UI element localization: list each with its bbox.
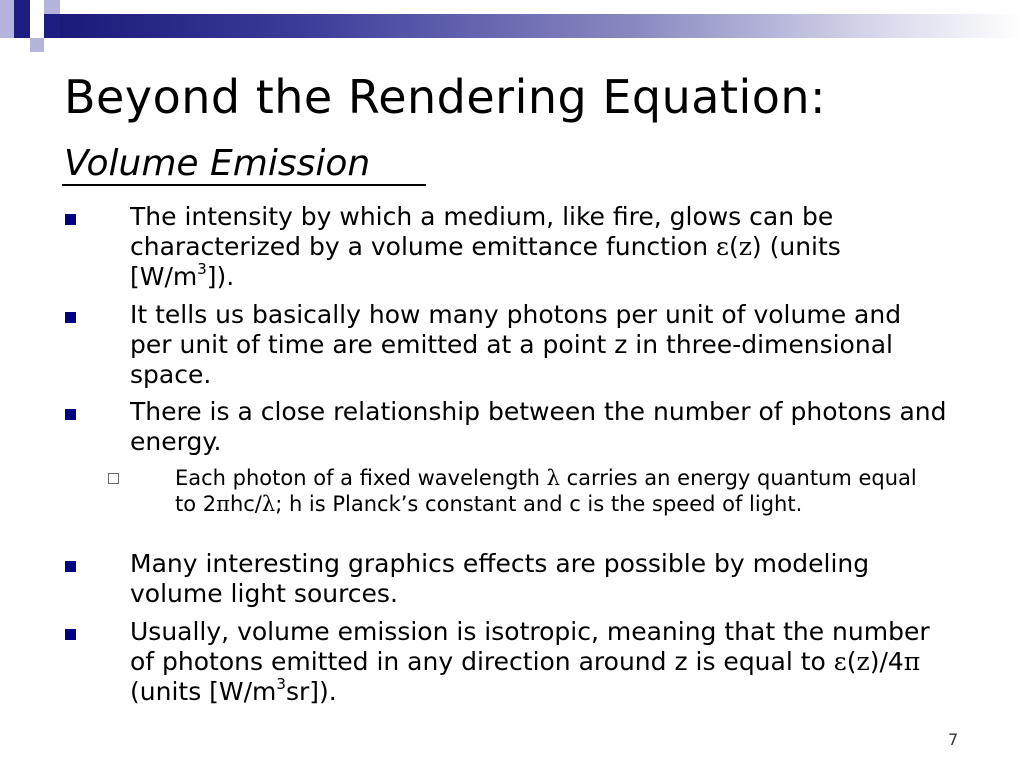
deco-square <box>30 14 44 38</box>
deco-square <box>14 0 30 14</box>
bullet-text: )/4 <box>869 647 904 676</box>
bullet-item <box>130 202 950 292</box>
pi-symbol: π <box>903 647 921 676</box>
bullet-marker-icon <box>65 629 76 640</box>
deco-square <box>44 14 60 38</box>
superscript: 3 <box>197 260 207 279</box>
deco-square <box>44 0 60 14</box>
bullet-text: The intensity by which a medium, like fire, glows can be characterized by a volume emittance function <box>130 202 834 261</box>
bullet-item: It tells us basically how many photons per unit of volume and per unit of time are emitted at a point z in three-dimensional space. <box>130 300 902 389</box>
epsilon-symbol: ε <box>833 647 847 676</box>
bullet-item: There is a close relationship between the number of photons and energy. <box>130 397 947 456</box>
deco-square <box>0 14 14 38</box>
bullet-text: ( <box>846 647 857 676</box>
lambda-symbol: λ <box>546 466 560 490</box>
bullet-text: sr]). <box>285 677 337 706</box>
subtitle-underline <box>62 184 426 186</box>
sub-bullet-text: hc/ <box>229 492 262 516</box>
epsilon-symbol: ε <box>716 232 729 261</box>
bullet-text: ( <box>728 232 739 261</box>
bullet-item: Many interesting graphics effects are possible by modeling volume light sources. <box>130 549 870 608</box>
slide-subtitle: Volume Emission <box>64 143 371 184</box>
bullet-text: ) (units [W/m <box>130 232 841 291</box>
bullet-marker-icon <box>65 561 76 572</box>
slide-title: Beyond the Rendering Equation: <box>64 70 827 124</box>
bullet-marker-icon <box>65 312 76 323</box>
deco-square <box>0 0 14 14</box>
pi-symbol: π <box>216 492 230 516</box>
header-decoration <box>0 0 1024 60</box>
z-symbol: z <box>738 232 752 261</box>
bullet-marker-icon <box>65 409 76 420</box>
sub-bullet-text: ; h is Planck’s constant and c is the speed of light. <box>275 492 803 516</box>
bullet-item <box>130 617 950 707</box>
deco-square <box>30 38 44 52</box>
bullet-text: (units [W/m <box>130 677 277 706</box>
header-gradient-bar <box>60 14 1024 38</box>
bullet-text: ]). <box>206 262 235 291</box>
lambda-symbol: λ <box>261 492 276 516</box>
deco-square <box>14 14 30 38</box>
z-symbol: z <box>856 647 870 676</box>
sub-bullet-item <box>175 465 935 517</box>
bullet-text: Usually, volume emission is isotropic, meaning that the number of photons emitted in any direction around z is equal to <box>130 617 930 676</box>
sub-bullet-text: carries an energy quantum equal to 2 <box>175 466 917 516</box>
sub-bullet-marker-icon <box>108 473 119 484</box>
page-number: 7 <box>948 730 959 749</box>
bullet-marker-icon <box>65 214 76 225</box>
superscript: 3 <box>276 675 286 694</box>
sub-bullet-text: Each photon of a fixed wavelength <box>175 466 547 490</box>
